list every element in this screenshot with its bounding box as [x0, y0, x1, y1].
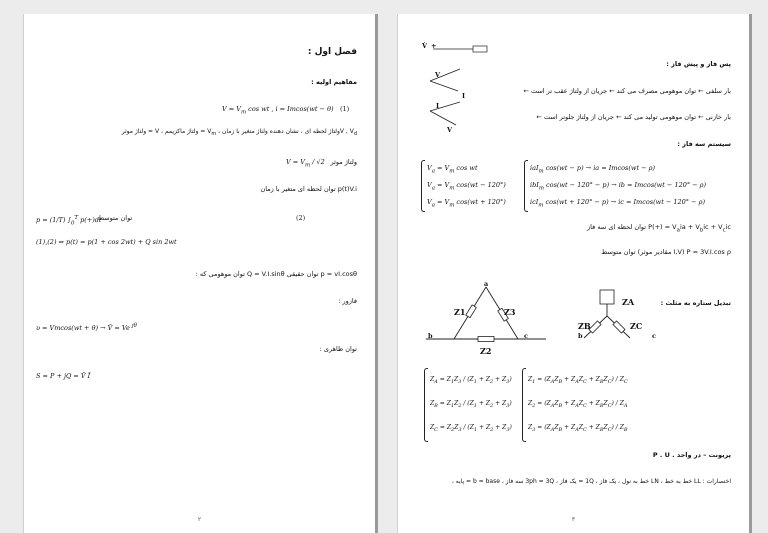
phasor-diagram [418, 39, 508, 129]
phasor-plus-label: + [431, 42, 437, 50]
voltage-brace [421, 160, 425, 212]
delta-z2-resistor [478, 337, 494, 342]
voltage-b: $V_a = V_m$ cos(wt − 120°) [427, 181, 506, 192]
apparent-power-label: توان ظاهری : [319, 345, 357, 353]
phasor-i-label: I [462, 92, 466, 100]
equation-1-number: (1) [340, 105, 350, 113]
lagging-line: بار سلفی ← توان موهومی مصرف می کند ← جریان از ولتاژ عقب تر است ← [523, 87, 731, 95]
phasor-v-label: V [435, 71, 441, 79]
star-zb-label: ZB [578, 321, 591, 331]
current-c: icI$_m$ cos(wt + 120° − p) → ic = Imcos(wt − 120° − ρ) [530, 198, 705, 209]
delta-z3-label: Z3 [504, 307, 516, 317]
three-phase-label: سیستم سه فاز : [677, 140, 731, 148]
phasor-i2-arrow [430, 102, 460, 111]
phasor-i-arrow [430, 81, 458, 91]
equation-2-number: (2) [296, 214, 306, 222]
star-zc-resistor [613, 321, 625, 333]
rms-label: ولتاژ موثر [330, 158, 357, 166]
delta-node-b: b [428, 332, 433, 340]
page-number: ۲ [197, 516, 202, 523]
star-za-resistor [600, 290, 614, 304]
lead-lag-label: پس فاز و پیش فاز : [666, 60, 731, 68]
phasor-v2-arrow [430, 111, 456, 125]
voltage-c: $V_a = V_m$ cos(wt + 120°) [427, 198, 506, 209]
delta-z2-label: Z2 [480, 346, 492, 356]
combined-equation: (1),(2) ⇒ p(t) = p(1 + cos 2wt) + Q sin 2wt [36, 238, 177, 246]
star-diagram [548, 286, 658, 346]
star-eq-zb: $Z_B = Z_1Z_2 / (Z_1 + Z_2 + Z_3)$ [430, 400, 512, 410]
delta-eq-z1: $Z_1 = (Z_AZ_B + Z_AZ_C + Z_BZ_C) / Z_C$ [528, 376, 628, 386]
section-subheading: مفاهیم اولیه : [311, 78, 357, 86]
per-unit-label: پریونت – در واحد . P . U [652, 451, 731, 459]
instantaneous-power: p(t)V.i توان لحظه ای متغیر با زمان [260, 185, 357, 193]
abbreviations-line: اختصارات : LL خط به خط ، LN خط به نول ، یک فاز ، 1Q = یک فاز ، 3ph = 3Q سه فاز ، b = base = پایه ، [451, 478, 731, 485]
phasor-v2-label: V [447, 126, 453, 134]
average-power-label: توان متوسط [98, 214, 133, 222]
star-eq-brace [424, 368, 428, 442]
voltage-a: $V_a = V_m$ cos wt [427, 164, 478, 175]
current-a: iaI$_m$ cos(wt − p) → ia = Imcos(wt − ρ) [530, 164, 655, 175]
average-3ph-power: P = 3V.I.cos ρ (I,V مقادیر موثر) توان متوسط [601, 248, 731, 256]
star-node-c: c [652, 332, 656, 340]
definitions-line: V , $V_dولتاژ$ لحظه ای ، نشان دهنده ولتاژ متغیر با زمان ، $V_m$ = ولتاژ ماکزیمم ، V = ولتاژ موثر [121, 128, 357, 138]
star-eq-zc: $Z_C = Z_2Z_3 / (Z_1 + Z_2 + Z_3)$ [430, 424, 512, 434]
average-power-equation: p = (1/T) $\int_0^T$ p(+)dt [36, 215, 102, 227]
star-eq-za: $Z_A = Z_1Z_3 / (Z_1 + Z_2 + Z_3)$ [430, 376, 512, 386]
delta-eq-z3: $Z_3 = (Z_AZ_B + Z_AZ_C + Z_BZ_C) / Z_B$ [528, 424, 628, 434]
delta-eq-z2: $Z_2 = (Z_AZ_B + Z_AZ_C + Z_BZ_C) / Z_A$ [528, 400, 628, 410]
star-delta-label: تبدیل ستاره به مثلث : [660, 299, 731, 307]
star-node-b: b [578, 332, 583, 340]
rms-equation: $V = V_m / √2$ [286, 158, 325, 169]
page-number: ۳ [571, 516, 576, 523]
leading-line: بار خازنی ← توان موهومی تولید می کند ← جریان از ولتاژ جلوتر است ← [536, 113, 731, 121]
current-brace [524, 160, 528, 212]
star-za-label: ZA [622, 297, 635, 307]
instantaneous-3ph-power: $P(+) = V_aia + V_bic + V_cic$ توان لحظه ای سه فاز [587, 223, 731, 234]
delta-diagram [426, 284, 566, 364]
delta-node-c: c [524, 332, 528, 340]
chapter-heading: فصل اول : [307, 47, 357, 57]
current-b: ibI$_m$ cos(wt − 120° − p) → ib = Imcos(wt − 120° − ρ) [530, 181, 707, 192]
equation-1: $V = V_m$ cos wt , i = Imcos(wt − θ) [222, 105, 334, 116]
apparent-power-equation: S = P + jQ = V̄ Ī [36, 372, 91, 380]
star-zc-label: ZC [630, 321, 643, 331]
phasor-label: فازور : [338, 297, 357, 305]
right-page [397, 14, 752, 533]
delta-node-a: a [484, 280, 489, 288]
phasor-i2-label: I [436, 102, 440, 110]
left-page [23, 14, 378, 533]
phasor-equation: υ = Vmcos(wt + θ) → V̄ = Ve $^{j\theta}$ [36, 323, 137, 333]
delta-eq-brace [522, 368, 526, 442]
phasor-vtop-label: V̇ [422, 42, 428, 50]
delta-z1-resistor [466, 305, 477, 318]
delta-z1-label: Z1 [454, 307, 466, 317]
powers-line: p = vI.cosθ توان حقیقی Q = V.I.sinθ توان موهومی که : [195, 270, 357, 278]
phasor-ref-box [473, 46, 487, 52]
